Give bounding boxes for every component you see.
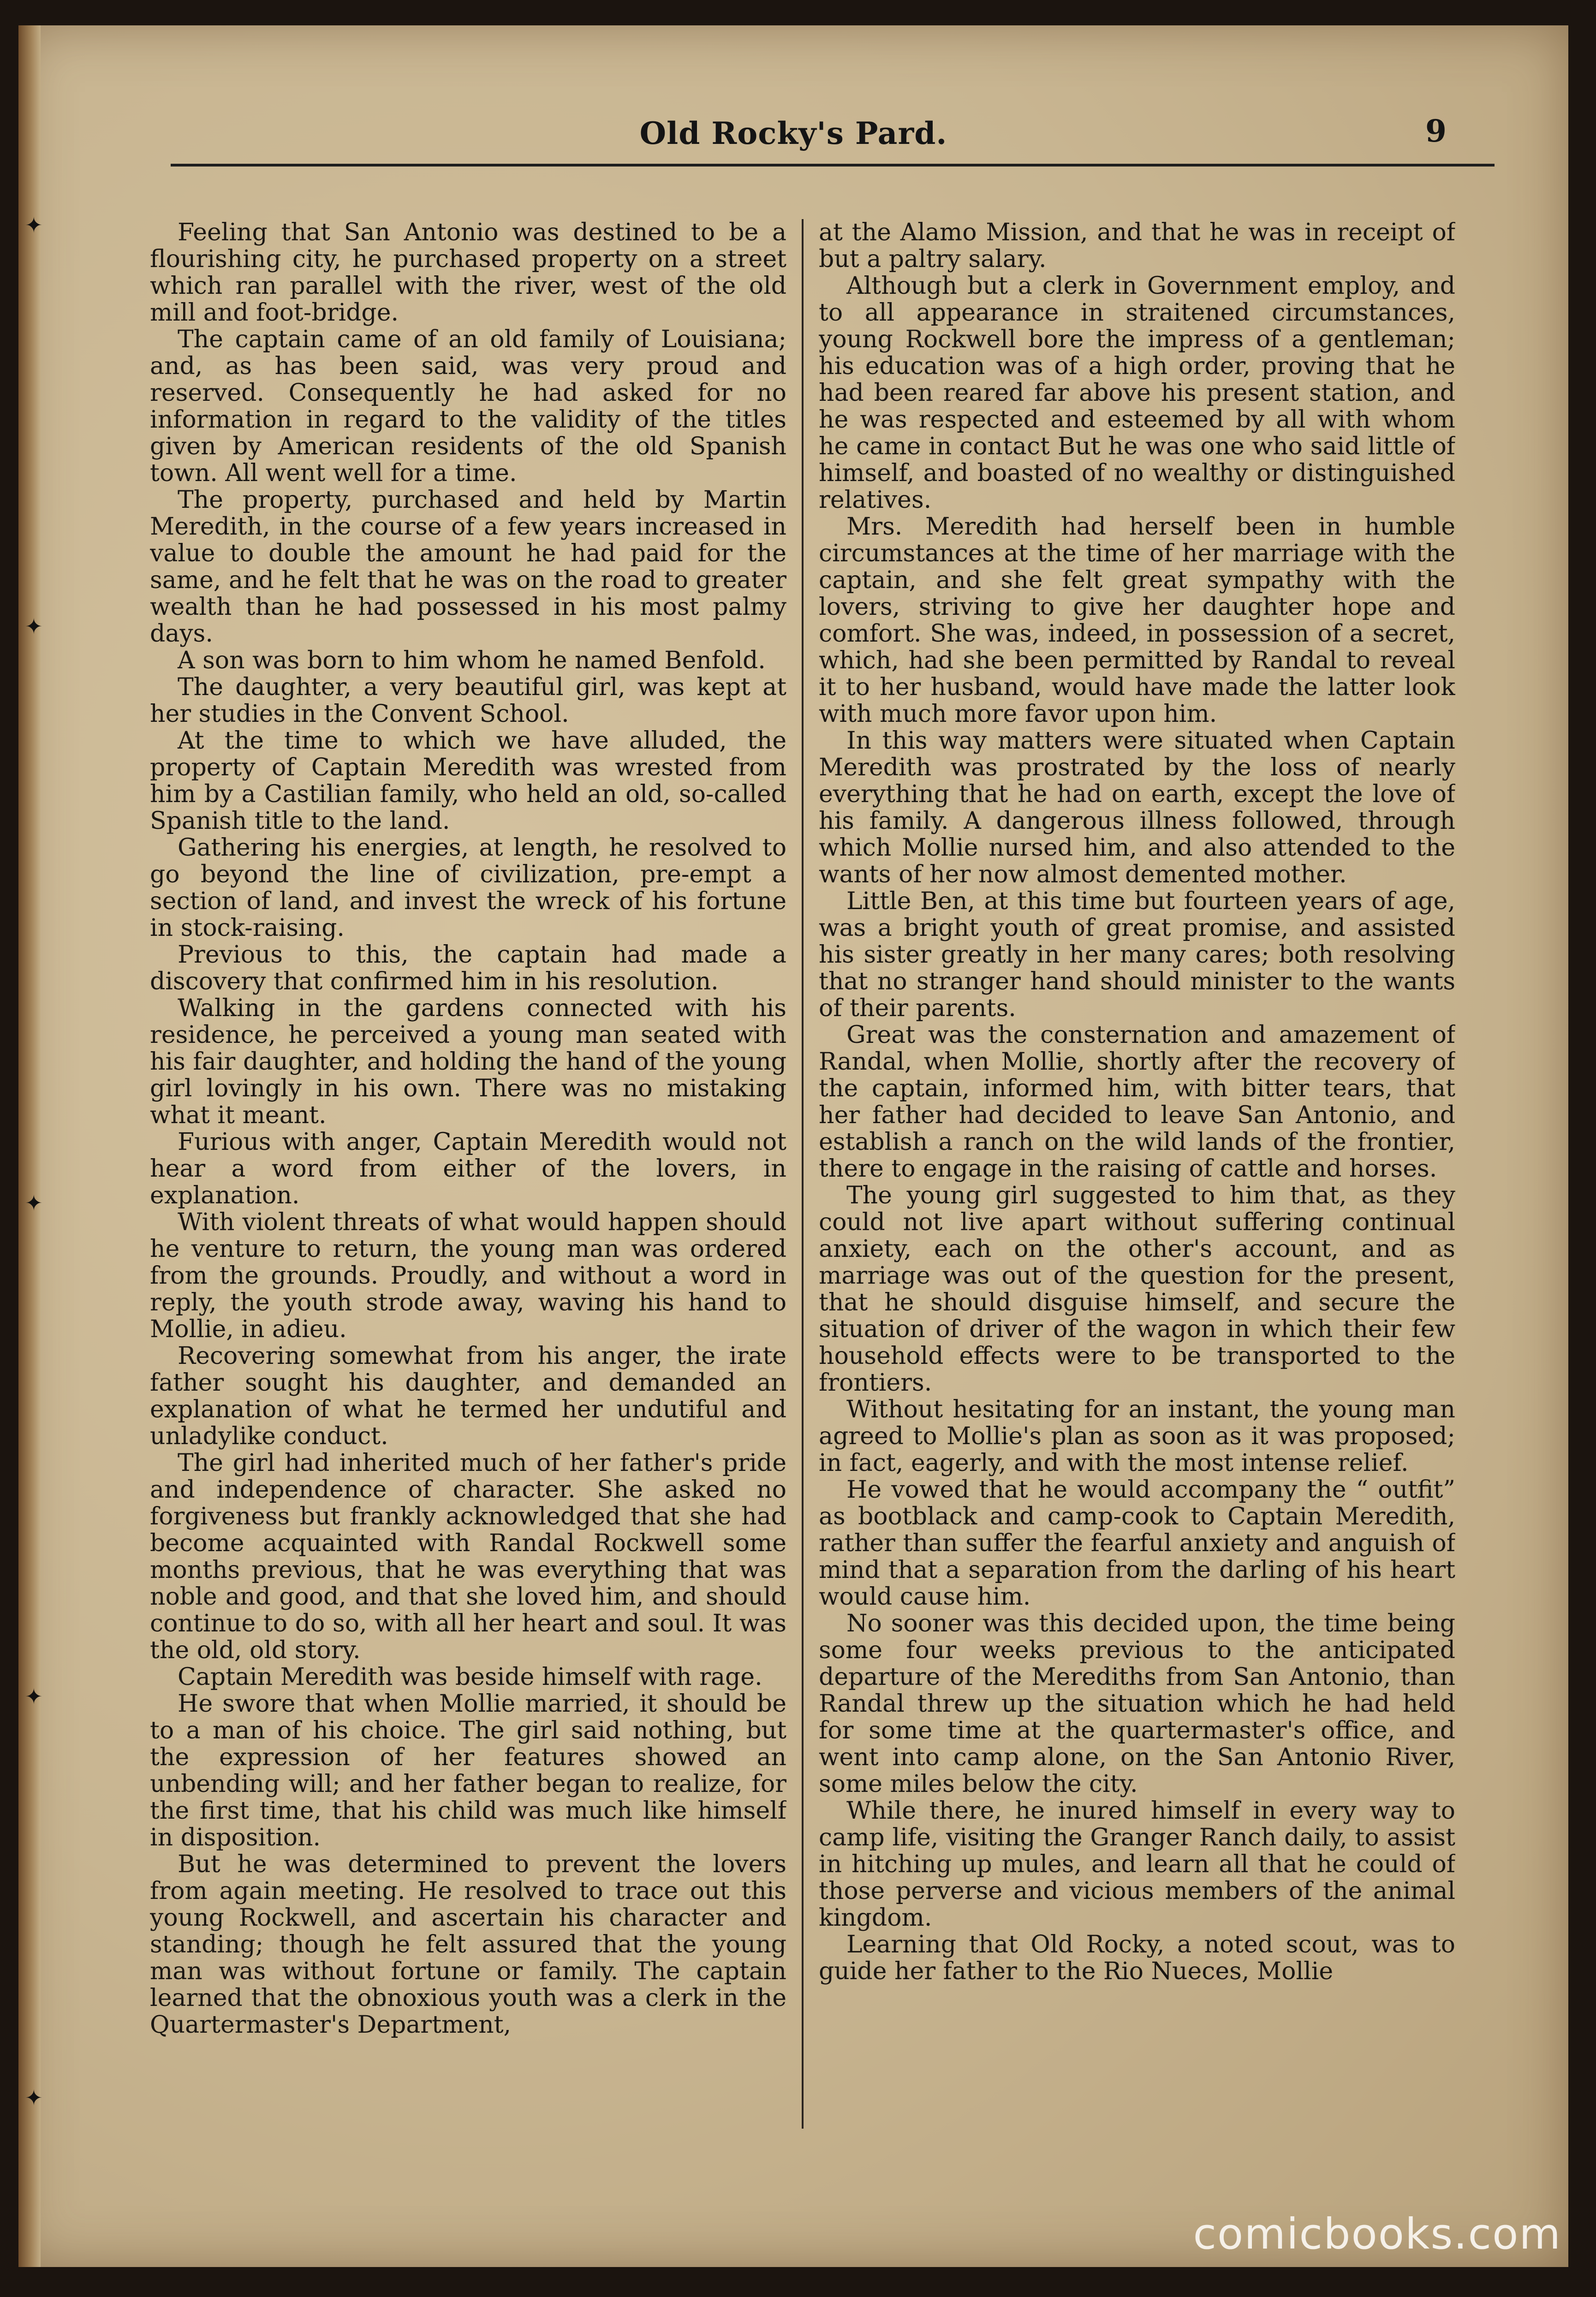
binding-stitch: ✦: [25, 1190, 43, 1215]
paragraph: Great was the consternation and amazement of Randal, when Mollie, shortly after the recovery of the captain, informed him, with bitter tears, that her father had decided to leave San Antonio, and establish a ranch on the wild lands of the frontier, there to engage in the raising of cattle and horses.: [819, 1021, 1455, 1183]
page-binding: [18, 25, 41, 2267]
header-rule: [171, 164, 1495, 167]
paragraph: The captain came of an old family of Louisiana; and, as has been said, was very proud and reserved. Consequently he had asked for no information in regard to the validity of the titles given by American residents of the old Spanish town. All went well for a time.: [150, 326, 786, 487]
right-column: [819, 219, 1455, 2133]
page-number: 9: [1425, 113, 1447, 149]
paragraph: Walking in the gardens connected with his residence, he perceived a young man seated with his fair daughter, and holding the hand of the young girl lovingly in his own. There was no mistaking what it meant.: [150, 994, 786, 1129]
paragraph: at the Alamo Mission, and that he was in receipt of but a paltry salary.: [819, 219, 1455, 273]
paragraph: But he was determined to prevent the lovers from again meeting. He resolved to trace out this young Rockwell, and ascertain his character and standing; though he felt assured that the young man was without fortune or family. The captain learned that the obnoxious youth was a clerk in the Quartermaster's Department,: [150, 1851, 786, 2039]
paragraph: The daughter, a very beautiful girl, was kept at her studies in the Convent School.: [150, 673, 786, 728]
site-watermark: comicbooks.com: [1193, 2209, 1561, 2259]
paragraph: A son was born to him whom he named Benfold.: [178, 647, 766, 674]
paragraph: Little Ben, at this time but fourteen years of age, was a bright youth of great promise, and assisted his sister greatly in her many cares; both resolving that no stranger hand should minister to the wants of their parents.: [819, 887, 1455, 1022]
paragraph: Without hesitating for an instant, the young man agreed to Mollie's plan as soon as it was proposed; in fact, eagerly, and with the most intense relief.: [819, 1396, 1455, 1477]
paragraph: The girl had inherited much of her father's pride and independence of character. She asked no forgiveness but frankly acknowledged that she had become acquainted with Randal Rockwell some months previous, that he was everything that was noble and good, and that she loved him, and should continue to do so, with all her heart and soul. It was the old, old story.: [150, 1449, 786, 1664]
binding-stitch: ✦: [25, 2085, 43, 2110]
left-column: [150, 219, 786, 2133]
column-divider: [802, 219, 804, 2129]
paragraph: He vowed that he would accompany the “ outfit” as bootblack and camp-cook to Captain Meredith, rather than suffer the fearful anxiety and anguish of mind that a separation from the darling of his heart would cause him.: [819, 1476, 1455, 1611]
paragraph: Previous to this, the captain had made a discovery that confirmed him in his resolution.: [150, 941, 786, 995]
paragraph: No sooner was this decided upon, the time being some four weeks previous to the anticipated departure of the Merediths from San Antonio, than Randal threw up the situation which he had held for some time at the quartermaster's office, and went into camp alone, on the San Antonio River, some miles below the city.: [819, 1610, 1455, 1798]
page-title: Old Rocky's Pard.: [639, 115, 947, 151]
binding-stitch: ✦: [25, 614, 43, 639]
binding-stitch: ✦: [25, 213, 43, 238]
paragraph: Feeling that San Antonio was destined to be a flourishing city, he purchased property on a street which ran parallel with the river, west of the old mill and foot-bridge.: [150, 219, 786, 327]
paragraph: Although but a clerk in Government employ, and to all appearance in straitened circumstances, young Rockwell bore the impress of a gentleman; his education was of a high order, proving that he had been reared far above his present station, and he was respected and esteemed by all with whom he came in contact But he was one who said little of himself, and boasted of no wealthy or distinguished relatives.: [819, 272, 1455, 514]
paragraph: In this way matters were situated when Captain Meredith was prostrated by the loss of nearly everything that he had on earth, except the love of his family. A dangerous illness followed, through which Mollie nursed him, and also attended to the wants of her now almost demented mother.: [819, 727, 1455, 888]
paragraph: Mrs. Meredith had herself been in humble circumstances at the time of her marriage with the captain, and she felt great sympathy with the lovers, striving to give her daughter hope and comfort. She was, indeed, in possession of a secret, which, had she been permitted by Randal to reveal it to her husband, would have made the latter look with much more favor upon him.: [819, 513, 1455, 728]
paragraph: With violent threats of what would happen should he venture to return, the young man was ordered from the grounds. Proudly, and without a word in reply, the youth strode away, waving his hand to Mollie, in adieu.: [150, 1208, 786, 1343]
paragraph: Recovering somewhat from his anger, the irate father sought his daughter, and demanded an explanation of what he termed her undutiful and unladylike conduct.: [150, 1342, 786, 1450]
paragraph: Learning that Old Rocky, a noted scout, was to guide her father to the Rio Nueces, Mollie: [819, 1931, 1455, 1985]
paragraph: While there, he inured himself in every way to camp life, visiting the Granger Ranch daily, to assist in hitching up mules, and learn all that he could of those perverse and vicious members of the animal kingdom.: [819, 1797, 1455, 1932]
paragraph: At the time to which we have alluded, the property of Captain Meredith was wrested from him by a Castilian family, who held an old, so-called Spanish title to the land.: [150, 727, 786, 835]
binding-stitch: ✦: [25, 1684, 43, 1709]
paragraph: Furious with anger, Captain Meredith would not hear a word from either of the lovers, in explanation.: [150, 1128, 786, 1209]
paragraph: He swore that when Mollie married, it should be to a man of his choice. The girl said nothing, but the expression of her features showed an unbending will; and her father began to realize, for the first time, that his child was much like himself in disposition.: [150, 1690, 786, 1851]
paragraph: The property, purchased and held by Martin Meredith, in the course of a few years increased in value to double the amount he had paid for the same, and he felt that he was on the road to greater wealth than he had possessed in his most palmy days.: [150, 486, 786, 648]
paragraph: Captain Meredith was beside himself with rage.: [178, 1663, 762, 1691]
paragraph: Gathering his energies, at length, he resolved to go beyond the line of civilization, pre-empt a section of land, and invest the wreck of his fortune in stock-raising.: [150, 834, 786, 942]
magazine-page: [18, 25, 1568, 2267]
paragraph: The young girl suggested to him that, as they could not live apart without suffering continual anxiety, each on the other's account, and as marriage was out of the question for the present, that he should disguise himself, and secure the situation of driver of the wagon in which their few household effects were to be transported to the frontiers.: [819, 1182, 1455, 1397]
